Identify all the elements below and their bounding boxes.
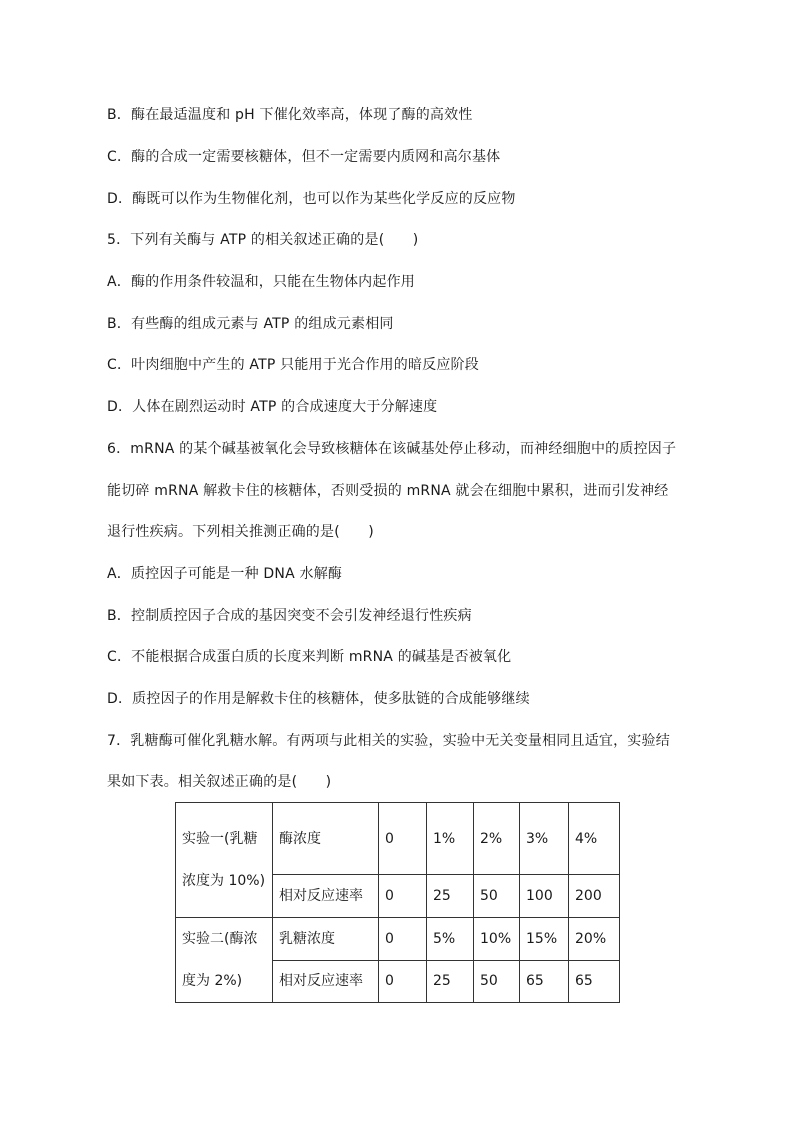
table-cell: 5% <box>427 918 474 961</box>
lactose-concentration-label: 乳糖浓度 <box>273 918 379 961</box>
table-cell: 200 <box>569 875 620 918</box>
table-cell: 10% <box>474 918 520 961</box>
question-5: 5．下列有关酶与 ATP 的相关叙述正确的是( ) <box>107 232 419 248</box>
table-cell: 100 <box>520 875 569 918</box>
table-cell: 50 <box>474 960 520 1003</box>
relative-rate-label: 相对反应速率 <box>273 960 379 1003</box>
table-cell: 15% <box>520 918 569 961</box>
table-row <box>176 803 620 875</box>
table-row <box>176 918 620 961</box>
question-6-line-1: 6．mRNA 的某个碱基被氧化会导致核糖体在该碱基处停止移动，而神经细胞中的质控因子 <box>107 441 677 457</box>
option-a-q6: A．质控因子可能是一种 DNA 水解酶 <box>107 566 343 582</box>
option-c-q4: C．酶的合成一定需要核糖体，但不一定需要内质网和高尔基体 <box>107 149 501 165</box>
table-cell: 0 <box>379 960 427 1003</box>
experiment-2-label: 实验二(酶浓 度为 2%) <box>176 918 273 1003</box>
table-cell: 0 <box>379 918 427 961</box>
option-c-q5: C．叶肉细胞中产生的 ATP 只能用于光合作用的暗反应阶段 <box>107 357 479 373</box>
option-a-q5: A．酶的作用条件较温和，只能在生物体内起作用 <box>107 274 415 290</box>
table-cell: 1% <box>427 803 474 875</box>
table-cell: 50 <box>474 875 520 918</box>
experiment-table <box>175 802 620 1003</box>
table-cell: 25 <box>427 960 474 1003</box>
table-cell: 20% <box>569 918 620 961</box>
table-cell: 65 <box>520 960 569 1003</box>
option-b-q4: B．酶在最适温度和 pH 下催化效率高，体现了酶的高效性 <box>107 107 473 123</box>
option-b-q5: B．有些酶的组成元素与 ATP 的组成元素相同 <box>107 316 394 332</box>
table-cell: 3% <box>520 803 569 875</box>
table-cell: 65 <box>569 960 620 1003</box>
experiment-1-label: 实验一(乳糖 浓度为 10%) <box>176 803 273 918</box>
option-b-q6: B．控制质控因子合成的基因突变不会引发神经退行性疾病 <box>107 608 472 624</box>
question-6-line-3: 退行性疾病。下列相关推测正确的是( ) <box>107 524 374 540</box>
table-cell: 25 <box>427 875 474 918</box>
table-cell: 2% <box>474 803 520 875</box>
option-d-q4: D．酶既可以作为生物催化剂，也可以作为某些化学反应的反应物 <box>107 191 516 207</box>
option-d-q6: D．质控因子的作用是解救卡住的核糖体，使多肽链的合成能够继续 <box>107 691 530 707</box>
relative-rate-label: 相对反应速率 <box>273 875 379 918</box>
option-c-q6: C．不能根据合成蛋白质的长度来判断 mRNA 的碱基是否被氧化 <box>107 649 512 665</box>
table-cell: 0 <box>379 875 427 918</box>
question-7-line-2: 果如下表。相关叙述正确的是( ) <box>107 774 332 790</box>
table-cell: 4% <box>569 803 620 875</box>
question-6-line-2: 能切碎 mRNA 解救卡住的核糖体，否则受损的 mRNA 就会在细胞中累积，进而引发神经 <box>107 483 669 499</box>
option-d-q5: D．人体在剧烈运动时 ATP 的合成速度大于分解速度 <box>107 399 438 415</box>
enzyme-concentration-label: 酶浓度 <box>273 803 379 875</box>
question-7-line-1: 7．乳糖酶可催化乳糖水解。有两项与此相关的实验，实验中无关变量相同且适宜，实验结 <box>107 733 670 749</box>
table-cell: 0 <box>379 803 427 875</box>
